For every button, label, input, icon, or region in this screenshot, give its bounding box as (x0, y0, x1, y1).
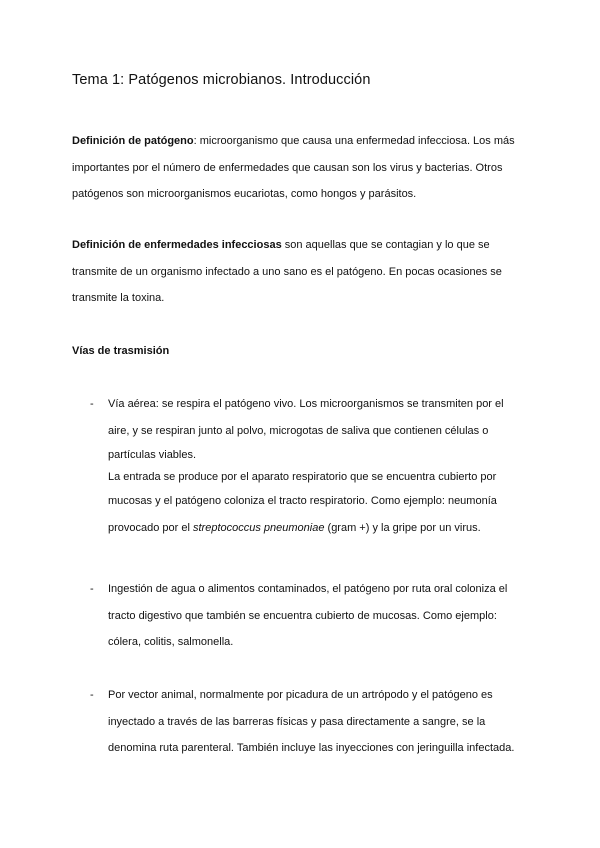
list-line (108, 515, 530, 542)
paragraph-text: son aquellas que se contagian y lo que se (281, 239, 490, 251)
transmission-list-item-vector (90, 682, 530, 762)
paragraph-line: transmite de un organismo infectado a uno sano es el patógeno. En pocas ocasiones se (72, 265, 502, 278)
list-line: La entrada se produce por el aparato respiratorio que se encuentra cubierto por (108, 471, 497, 483)
bullet-dash: - (90, 398, 94, 410)
definition-pathogen-paragraph (72, 128, 532, 208)
bullet-dash: - (90, 689, 94, 701)
paragraph-line (72, 128, 532, 155)
list-text: provocado por el (108, 521, 193, 534)
list-line: Por vector animal, normalmente por picadura de un artrópodo y el patógeno es (108, 689, 493, 701)
list-line: cólera, colitis, salmonella. (108, 636, 234, 648)
list-line: mucosas y el patógeno coloniza el tracto respiratorio. Como ejemplo: neumonía (108, 495, 497, 507)
paragraph-line: patógenos son microorganismos eucariotas, como hongos y parásitos. (72, 188, 417, 200)
transmission-list-item-ingestion (90, 576, 530, 656)
transmission-heading: Vías de trasmisión (72, 345, 170, 357)
definition-term: Definición de enfermedades infecciosas (72, 239, 282, 251)
bullet-dash: - (90, 583, 94, 595)
list-line: Vía aérea: se respira el patógeno vivo. Los microorganismos se transmiten por el (108, 398, 504, 410)
list-line: aire, y se respiran junto al polvo, microgotas de saliva que contienen células o (108, 424, 489, 437)
transmission-list-item-airborne (90, 391, 530, 541)
list-text: (gram +) y la gripe por un virus. (324, 521, 481, 534)
definition-disease-paragraph (72, 232, 532, 312)
paragraph-line (72, 232, 532, 259)
list-item (90, 576, 530, 656)
list-line: Ingestión de agua o alimentos contaminados, el patógeno por ruta oral coloniza el (108, 583, 508, 595)
definition-term: Definición de patógeno (72, 135, 194, 147)
list-line: partículas viables. (108, 449, 197, 461)
paragraph-text: : microorganismo que causa una enfermedad infecciosa. Los más (193, 135, 515, 147)
page-title: Tema 1: Patógenos microbianos. Introducción (72, 72, 371, 88)
paragraph-line: importantes por el número de enfermedades que causan son los virus y bacterias. Otros (72, 161, 503, 174)
species-name: streptococcus pneumoniae (193, 521, 325, 534)
paragraph-line: transmite la toxina. (72, 292, 165, 304)
list-item (90, 682, 530, 762)
list-item (90, 391, 530, 541)
list-line: denomina ruta parenteral. También incluye las inyecciones con jeringuilla infectada. (108, 742, 515, 754)
list-line: inyectado a través de las barreras físicas y pasa directamente a sangre, se la (108, 715, 486, 728)
list-line: tracto digestivo que también se encuentra cubierto de mucosas. Como ejemplo: (108, 609, 497, 622)
